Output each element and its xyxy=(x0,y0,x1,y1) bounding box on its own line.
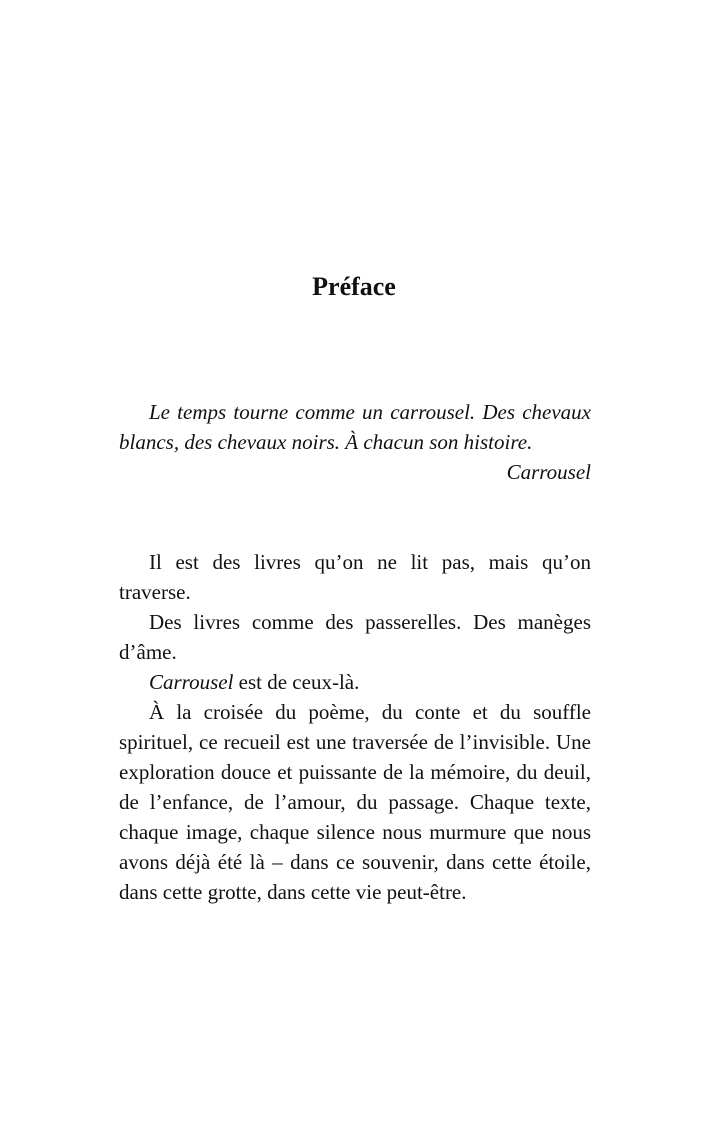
paragraph-text: est de ceux-là. xyxy=(233,670,360,694)
book-title-italic: Carrousel xyxy=(149,670,234,694)
epigraph-text: Le temps tourne comme un carrousel. Des chevaux blancs, des chevaux noirs. À chacun son histoire. xyxy=(119,400,591,454)
epigraph xyxy=(119,397,591,487)
paragraph: Des livres comme des passerelles. Des manèges d’âme. xyxy=(119,610,591,664)
paragraph: À la croisée du poème, du conte et du souffle spirituel, ce recueil est une traversée de l’invisible. Une exploration douce et puissante de la mémoire, du deuil, de l’enfance, de l’amour, du passage. Chaque texte, chaque image, chaque silence nous murmure que nous avons déjà été là – dans ce souvenir, dans cette étoile, dans cette grotte, dans cette vie peut-être. xyxy=(119,700,591,904)
page-title: Préface xyxy=(312,272,396,301)
epigraph-source: Carrousel xyxy=(506,460,591,484)
paragraph xyxy=(119,667,591,697)
paragraph: Il est des livres qu’on ne lit pas, mais qu’on traverse. xyxy=(119,550,591,604)
preface-body xyxy=(119,547,591,907)
